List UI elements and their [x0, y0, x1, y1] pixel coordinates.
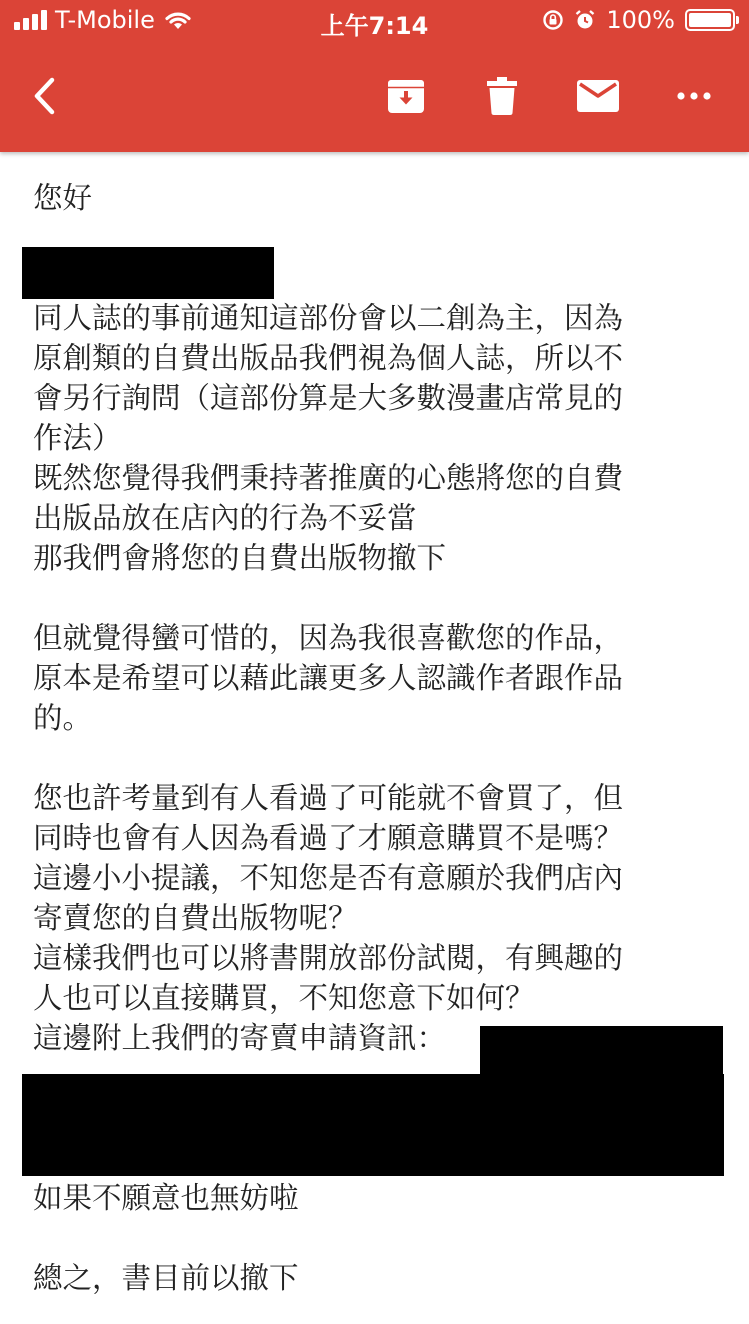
body-line: 同時也會有人因為看過了才願意購買不是嗎？: [33, 821, 624, 855]
status-time: 上午7:14: [320, 12, 429, 40]
body-line: 同人誌的事前通知這部份會以二創為主，因為: [33, 301, 624, 335]
back-arrow-icon: [28, 76, 60, 116]
status-bar: [0, 0, 749, 40]
body-line: 如果不願意也無妨啦: [33, 1181, 299, 1215]
more-options-button[interactable]: [670, 72, 718, 120]
battery-fill: [689, 13, 731, 27]
back-button[interactable]: [20, 72, 68, 120]
body-line: 原創類的自費出版品我們視為個人誌，所以不: [33, 341, 624, 375]
body-line: 但就覺得蠻可惜的，因為我很喜歡您的作品，: [33, 621, 624, 655]
body-line: 作法）: [33, 421, 122, 455]
body-line: 總之，書目前以撤下: [33, 1261, 299, 1295]
status-right: [542, 6, 735, 34]
body-line: 的。: [33, 701, 93, 735]
greeting: 您好: [33, 181, 93, 215]
carrier-label: T-Mobile: [55, 6, 155, 34]
body-line: 出版品放在店內的行為不妥當: [33, 501, 417, 535]
archive-icon: [387, 77, 425, 115]
redaction-bar: [22, 1074, 724, 1176]
body-line: 寄賣您的自費出版物呢？: [33, 901, 358, 935]
delete-button[interactable]: [478, 72, 526, 120]
mark-unread-button[interactable]: [574, 72, 622, 120]
body-line: 既然您覺得我們秉持著推廣的心態將您的自費: [33, 461, 624, 495]
redaction-bar: [22, 247, 274, 299]
mail-icon: [577, 80, 619, 112]
body-line: 人也可以直接購買，不知您意下如何？: [33, 981, 535, 1015]
alarm-icon: [574, 9, 596, 31]
body-line: 這邊附上我們的寄賣申請資訊：: [33, 1021, 447, 1055]
trash-icon: [487, 77, 517, 115]
body-line: 您也許考量到有人看過了可能就不會買了，但: [33, 781, 624, 815]
body-line: 那我們會將您的自費出版物撤下: [33, 541, 447, 575]
rotation-lock-icon: [542, 9, 564, 31]
battery-percent: 100%: [606, 6, 675, 34]
body-line: 這樣我們也可以將書開放部份試閱，有興趣的: [33, 941, 624, 975]
battery-icon: [685, 9, 735, 31]
body-line: 會另行詢問（這部份算是大多數漫畫店常見的: [33, 381, 624, 415]
body-line: 這邊小小提議，不知您是否有意願於我們店內: [33, 861, 624, 895]
app-header: [0, 0, 749, 152]
more-dots-icon: [677, 92, 711, 100]
redaction-bar: [480, 1026, 723, 1076]
archive-button[interactable]: [382, 72, 430, 120]
body-line: 原本是希望可以藉此讓更多人認識作者跟作品: [33, 661, 624, 695]
